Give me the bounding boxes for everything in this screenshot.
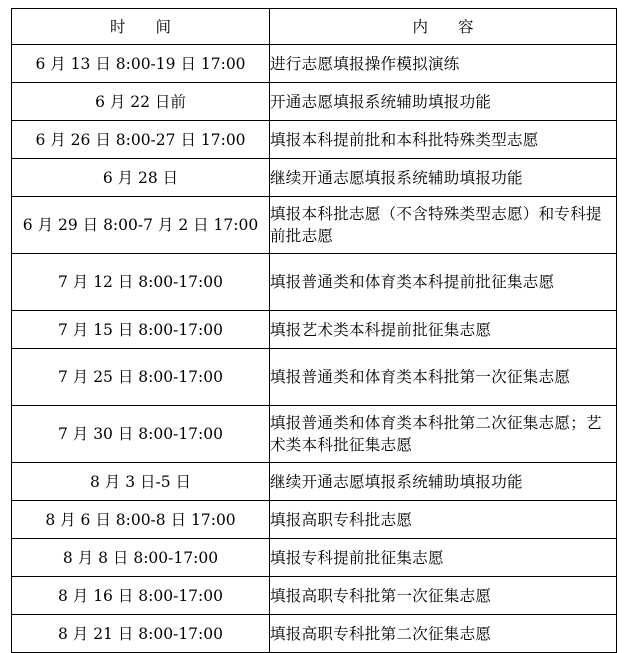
row-content: 继续开通志愿填报系统辅助填报功能 xyxy=(270,463,617,501)
row-content: 填报高职专科批志愿 xyxy=(270,501,617,539)
row-content: 填报普通类和体育类本科批第二次征集志愿；艺术类本科批征集志愿 xyxy=(270,406,617,463)
row-content: 填报普通类和体育类本科批第一次征集志愿 xyxy=(270,349,617,406)
row-time: 6 月 28 日 xyxy=(12,159,270,197)
table-row xyxy=(12,83,617,121)
row-time: 6 月 26 日 8:00-27 日 17:00 xyxy=(12,121,270,159)
row-time: 6 月 22 日前 xyxy=(12,83,270,121)
table-row xyxy=(12,501,617,539)
row-content: 填报专科提前批征集志愿 xyxy=(270,539,617,577)
row-time: 8 月 8 日 8:00-17:00 xyxy=(12,539,270,577)
row-time: 8 月 6 日 8:00-8 日 17:00 xyxy=(12,501,270,539)
table-row xyxy=(12,539,617,577)
table-row xyxy=(12,463,617,501)
row-time: 6 月 13 日 8:00-19 日 17:00 xyxy=(12,45,270,83)
row-time: 7 月 25 日 8:00-17:00 xyxy=(12,349,270,406)
table-row xyxy=(12,45,617,83)
row-time: 7 月 30 日 8:00-17:00 xyxy=(12,406,270,463)
row-content: 开通志愿填报系统辅助填报功能 xyxy=(270,83,617,121)
row-content: 填报高职专科批第二次征集志愿 xyxy=(270,615,617,653)
row-content: 填报艺术类本科提前批征集志愿 xyxy=(270,311,617,349)
table-row xyxy=(12,197,617,254)
row-time: 7 月 12 日 8:00-17:00 xyxy=(12,254,270,311)
row-content: 填报普通类和体育类本科提前批征集志愿 xyxy=(270,254,617,311)
row-time: 6 月 29 日 8:00-7 月 2 日 17:00 xyxy=(12,197,270,254)
row-content: 填报高职专科批第一次征集志愿 xyxy=(270,577,617,615)
row-time: 8 月 3 日-5 日 xyxy=(12,463,270,501)
row-content: 进行志愿填报操作模拟演练 xyxy=(270,45,617,83)
row-content: 填报本科提前批和本科批特殊类型志愿 xyxy=(270,121,617,159)
table-row xyxy=(12,577,617,615)
table-row xyxy=(12,406,617,463)
table-header-row xyxy=(12,9,617,45)
table-row xyxy=(12,121,617,159)
row-time: 8 月 21 日 8:00-17:00 xyxy=(12,615,270,653)
table-row xyxy=(12,615,617,653)
table-row xyxy=(12,349,617,406)
table-row xyxy=(12,159,617,197)
row-content: 填报本科批志愿（不含特殊类型志愿）和专科提前批志愿 xyxy=(270,197,617,254)
row-content: 继续开通志愿填报系统辅助填报功能 xyxy=(270,159,617,197)
table-row xyxy=(12,254,617,311)
header-content: 内容 xyxy=(270,9,617,45)
table-row xyxy=(12,311,617,349)
row-time: 7 月 15 日 8:00-17:00 xyxy=(12,311,270,349)
header-time: 时间 xyxy=(12,9,270,45)
schedule-table xyxy=(11,8,617,653)
row-time: 8 月 16 日 8:00-17:00 xyxy=(12,577,270,615)
